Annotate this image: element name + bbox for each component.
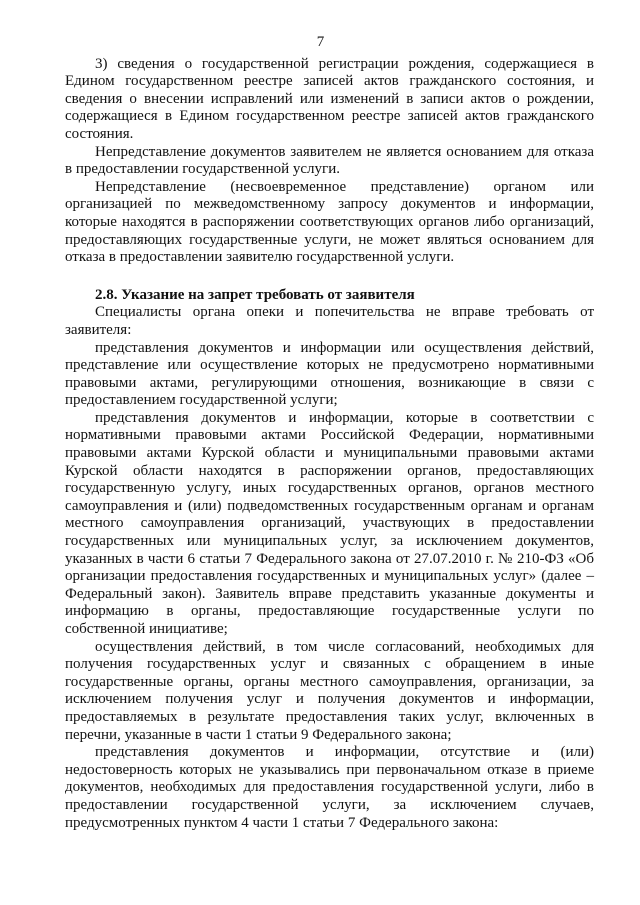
paragraph-prohibition-1: представления документов и информации или осуществления действий, представление или осуществление которых не предусмотрено нормативными правовыми актами, регулирующими отношения, возникающие в связи с предоставлением государственной услуги; [65,339,594,409]
page-number: 7 [316,34,325,50]
paragraph-section-intro: Специалисты органа опеки и попечительства не вправе требовать от заявителя: [65,304,594,338]
paragraph-non-submission-agency: Непредставление (несвоевременное представление) органом или организацией по межведомственному запросу документов и информации, которые находятся в распоряжении соответствующих органов либо организаций, предоставляющих государственные услуги, не может являться основанием для отказа в предоставлении заявителю государственной услуги. [65,178,594,266]
paragraph-prohibition-3: осуществления действий, в том числе согласований, необходимых для получения государственных услуг и связанных с обращением в иные государственные органы, органы местного самоуправления, организации, за исключением получения услуг и получения документов и информации, предоставляемых в результате предоставления таких услуг, включенных в перечни, указанные в части 1 статьи 9 Федерального закона; [65,638,594,743]
paragraph-non-submission-applicant: Непредставление документов заявителем не является основанием для отказа в предоставлении государственной услуги. [65,143,594,178]
paragraph-prohibition-2: представления документов и информации, которые в соответствии с нормативными правовыми актами Российской Федерации, нормативными правовыми актами Курской области и муниципальными правовыми актами Курской области находятся в распоряжении органов, предоставляющих государственную услугу, иных государственных органов, органов местного самоуправления и (или) подведомственных государственным органам и органам местного самоуправления организаций, участвующих в предоставлении государственных или муниципальных услуг, за исключением документов, указанных в части 6 статьи 7 Федерального закона от 27.07.2010 г. № 210-ФЗ «Об организации предоставления государственных и муниципальных услуг» (далее – Федеральный закон). Заявитель вправе представить указанные документы и информацию в органы, предоставляющие государственные услуги по собственной инициативе; [65,409,594,637]
paragraph-registration-info: 3) сведения о государственной регистрации рождения, содержащиеся в Едином государственном реестре записей актов гражданского состояния, и сведения о внесении исправлений или изменений в записи актов о рождении, содержащиеся в Едином государственном реестре записей актов гражданского состояния. [65,55,594,142]
section-heading: 2.8. Указание на запрет требовать от заявителя [95,286,415,303]
paragraph-prohibition-4: представления документов и информации, отсутствие и (или) недостоверность которых не указывались при первоначальном отказе в приеме документов, необходимых для предоставления государственной услуги, либо в предоставлении государственной услуги, за исключением случаев, предусмотренных пунктом 4 части 1 статьи 7 Федерального закона: [65,744,594,831]
